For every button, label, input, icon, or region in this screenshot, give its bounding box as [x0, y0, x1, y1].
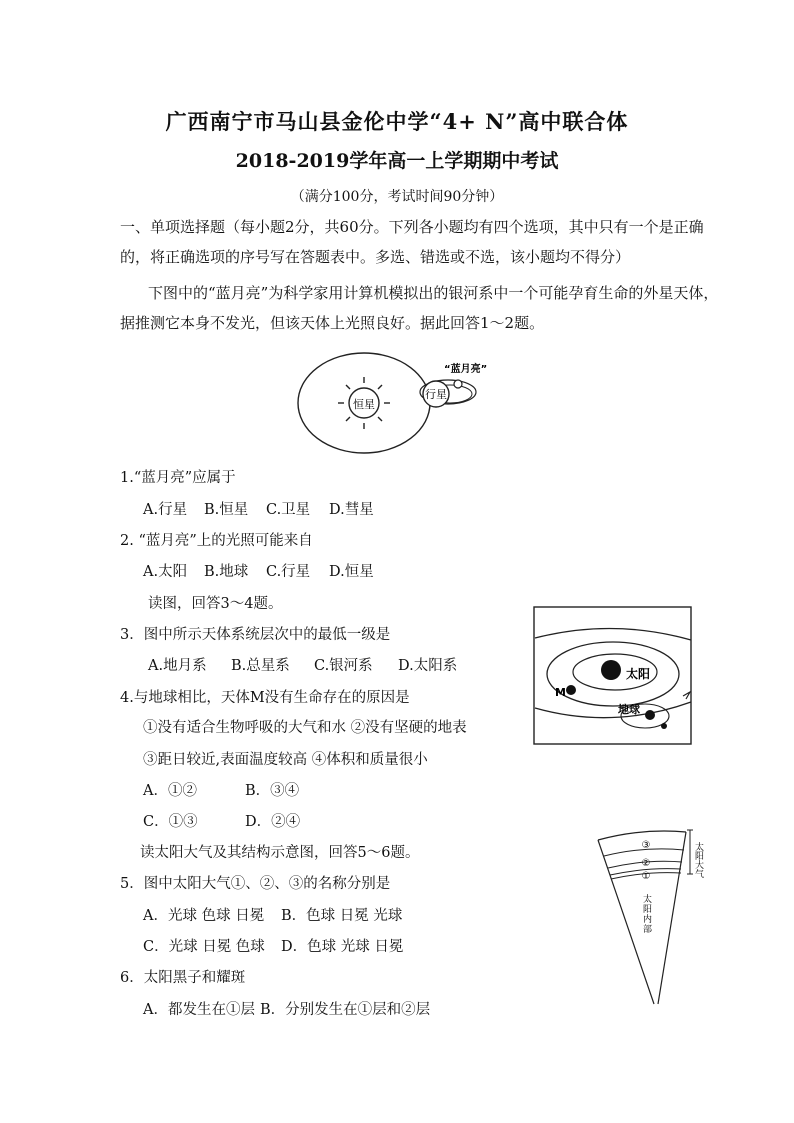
q6-stem: 6．太阳黑子和耀斑 [120, 970, 246, 986]
planet-m-icon [566, 685, 576, 695]
q4-option-d: D．②④ [245, 814, 301, 830]
q4-statements-2: ③距日较近,表面温度较高 ④体积和质量很小 [143, 752, 428, 768]
q4-option-a: A．①② [143, 783, 197, 799]
sun-icon [601, 660, 621, 680]
q1-option-d: D.彗星 [329, 502, 374, 518]
q5-option-b: B．色球 日冕 光球 [281, 908, 403, 924]
m-label: M [555, 686, 566, 699]
blue-moon-diagram [296, 348, 506, 458]
intro2: 读图，回答3～4题。 [148, 596, 283, 612]
q2-stem: 2. “蓝月亮”上的光照可能来自 [120, 533, 313, 549]
intro1-line2: 据推测它本身不发光，但该天体上光照良好。据此回答1～2题。 [120, 314, 545, 332]
q5-option-a: A．光球 色球 日冕 [143, 908, 265, 924]
layer-2-label: ② [641, 858, 651, 869]
solar-interior-label: 太阳内部 [641, 894, 651, 934]
q2-option-c: C.行星 [266, 564, 311, 580]
q5-stem: 5．图中太阳大气①、②、③的名称分别是 [120, 876, 391, 892]
q6-option-b: B．分别发生在①层和②层 [260, 1002, 431, 1018]
intro1-line1: 下图中的“蓝月亮”为科学家用计算机模拟出的银河系中一个可能孕育生命的外星天体， [148, 284, 719, 302]
q4-option-c: C．①③ [143, 814, 198, 830]
layer-1-label: ① [641, 871, 651, 882]
q1-option-b: B.恒星 [204, 502, 249, 518]
q3-option-b: B.总星系 [231, 658, 290, 674]
q1-option-c: C.卫星 [266, 502, 311, 518]
blue-moon-label: “蓝月亮” [444, 364, 488, 375]
q5-option-c: C．光球 日冕 色球 [143, 939, 265, 955]
q5-option-d: D．色球 光球 日冕 [281, 939, 404, 955]
q6-option-a: A．都发生在①层 [143, 1002, 255, 1018]
exam-note: （满分100分，考试时间90分钟） [290, 189, 504, 205]
q1-stem: 1.“蓝月亮”应属于 [120, 470, 236, 486]
moon-icon [661, 723, 667, 729]
q4-stem: 4.与地球相比，天体M没有生命存在的原因是 [120, 690, 410, 706]
q3-stem: 3．图中所示天体系统层次中的最低一级是 [120, 627, 391, 643]
earth-icon [645, 710, 655, 720]
exam-subtitle: 2018-2019学年高一上学期期中考试 [235, 150, 559, 172]
section-instructions-line2: 的，将正确选项的序号写在答题表中。多选、错选或不选，该小题均不得分） [120, 248, 631, 266]
q1-option-a: A.行星 [143, 502, 188, 518]
q4-statements-1: ①没有适合生物呼吸的大气和水 ②没有坚硬的地表 [143, 720, 467, 736]
solar-atmosphere-label: 太阳大气 [693, 842, 703, 878]
solar-system-diagram [533, 606, 693, 746]
earth-label: 地球 [618, 703, 640, 716]
q3-option-c: C.银河系 [314, 658, 373, 674]
q2-option-b: B.地球 [204, 564, 249, 580]
layer-3-label: ③ [641, 840, 651, 851]
sun-label: 太阳 [626, 667, 651, 681]
intro3: 读太阳大气及其结构示意图，回答5～6题。 [140, 845, 420, 861]
q2-option-a: A.太阳 [143, 564, 188, 580]
q3-option-d: D.太阳系 [398, 658, 458, 674]
q3-option-a: A.地月系 [148, 658, 207, 674]
page-title: 广西南宁市马山县金伦中学“4+ N”高中联合体 [165, 109, 629, 134]
star-label: 恒星 [353, 398, 375, 411]
q4-option-b: B．③④ [245, 783, 300, 799]
solar-atmosphere-diagram [590, 826, 720, 1012]
section-instructions-line1: 一、单项选择题（每小题2分，共60分。下列各小题均有四个选项，其中只有一个是正确 [120, 218, 704, 236]
q2-option-d: D.恒星 [329, 564, 374, 580]
planet-label: 行星 [425, 388, 447, 401]
